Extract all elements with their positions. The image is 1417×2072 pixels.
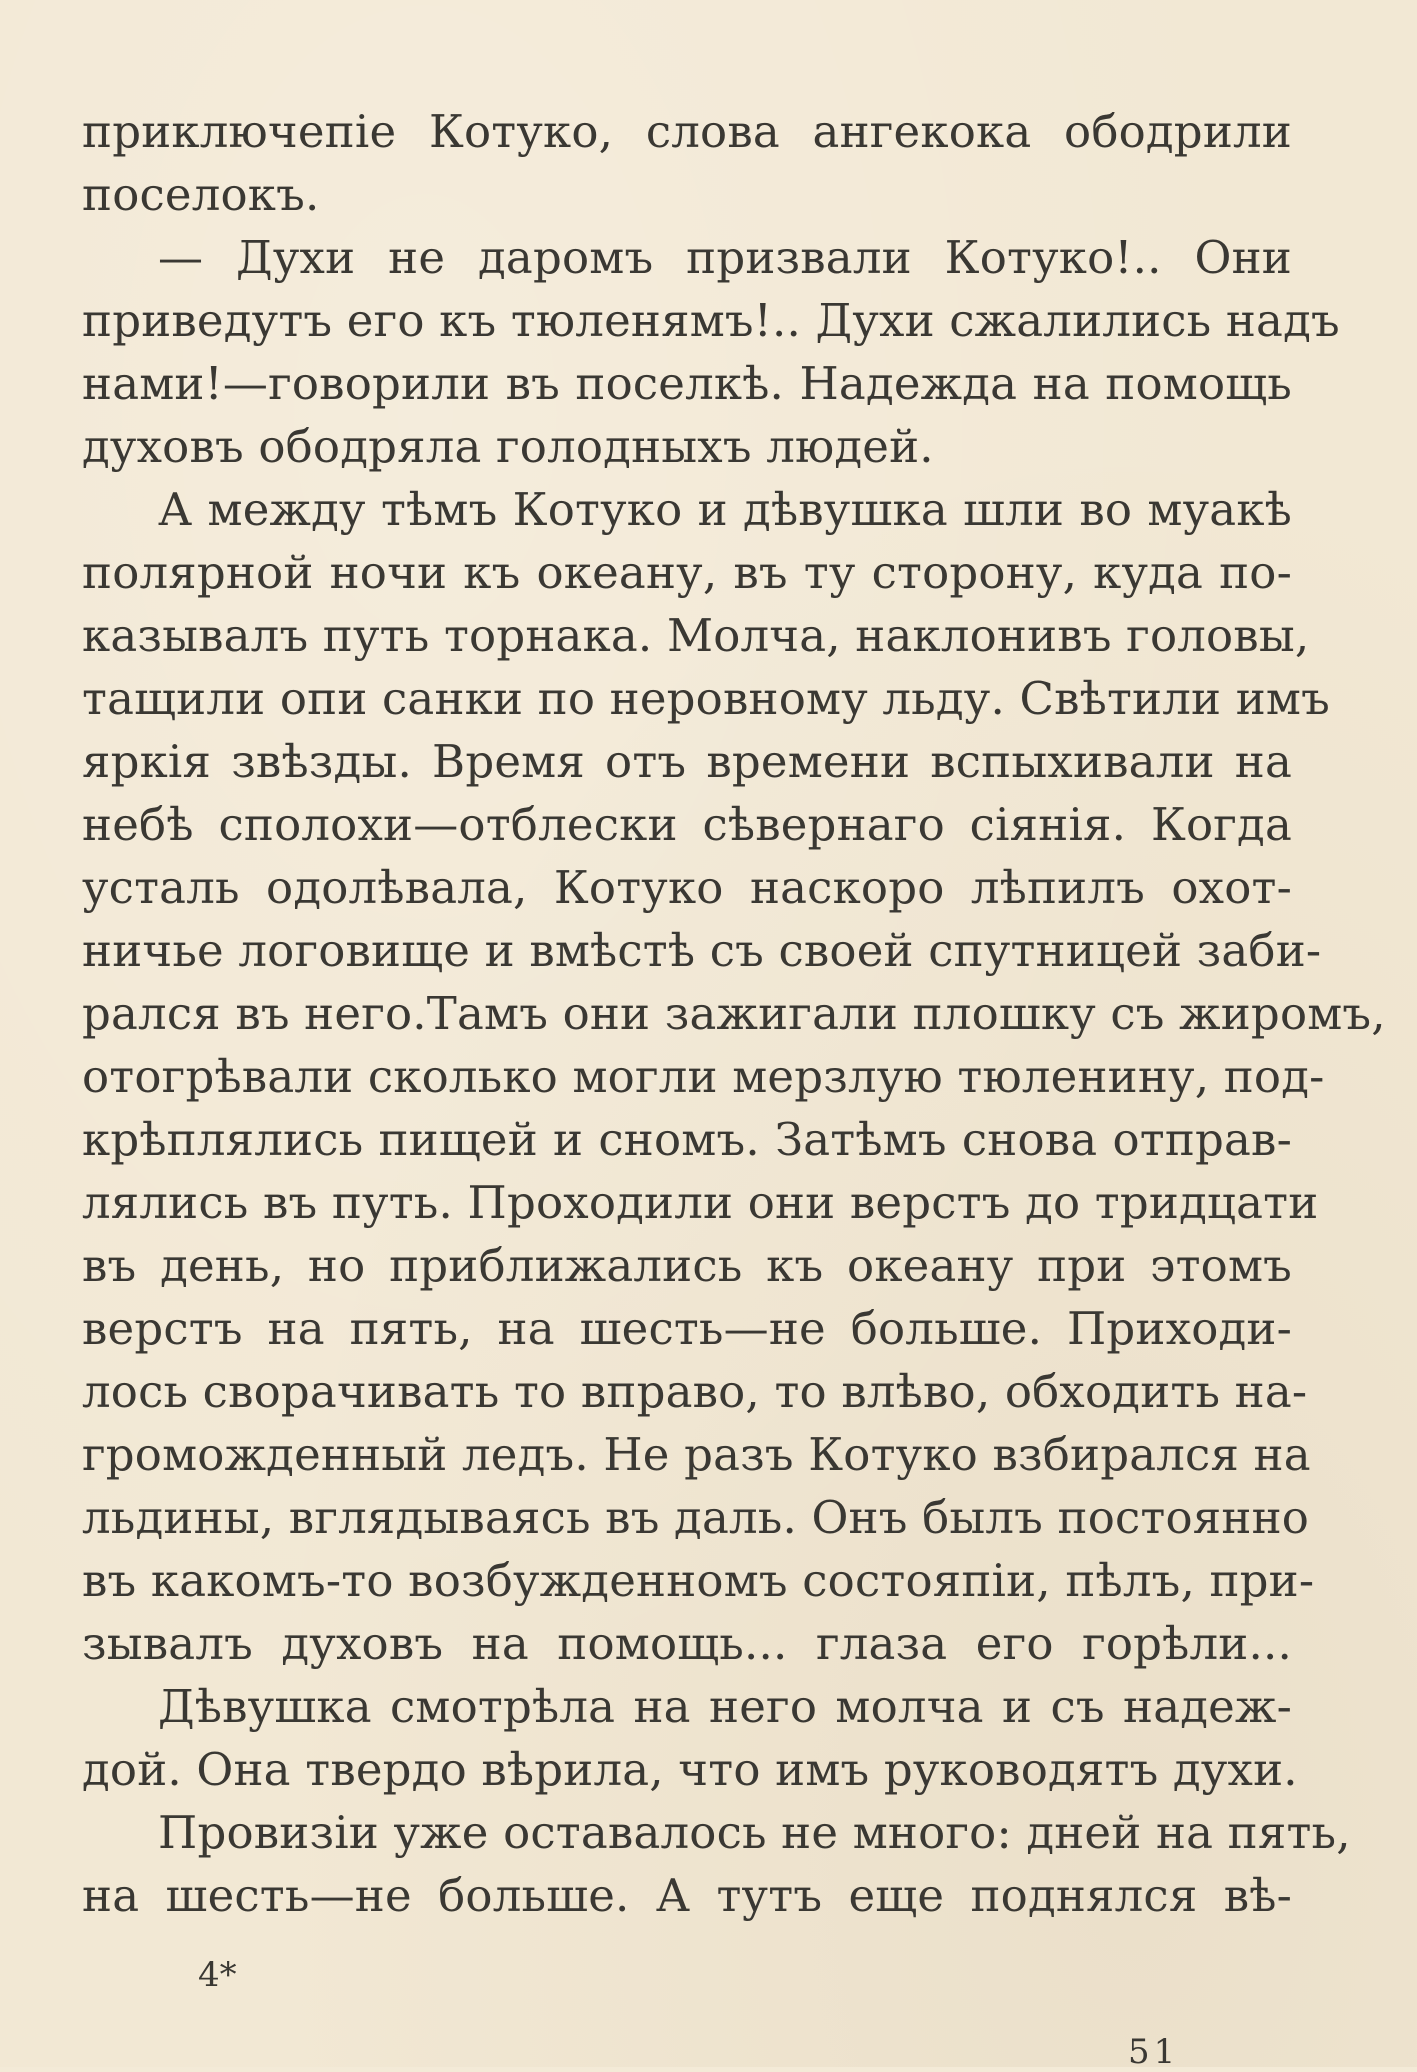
text-line: зывалъ духовъ на помощь... глаза его горѣли... [82, 1617, 1292, 1670]
text-line: ничье логовище и вмѣстѣ съ своей спутницей заби- [82, 924, 1322, 977]
signature-mark: 4* [198, 1955, 237, 1995]
text-line: отогрѣвали сколько могли мерзлую тюленину, под- [82, 1050, 1325, 1103]
text-line: нами!—говорили въ поселкѣ. Надежда на помощь [82, 357, 1292, 410]
text-line: дой. Она твердо вѣрила, что имъ руководятъ духи. [82, 1743, 1298, 1796]
body-text [82, 100, 1386, 1927]
text-line: приключепіе Котуко, слова ангекока ободрили [82, 105, 1292, 158]
text-line: тащили опи санки по неровному льду. Свѣтили имъ [82, 672, 1330, 725]
text-line: поселокъ. [82, 168, 320, 221]
text-line: казывалъ путь торнака. Молча, наклонивъ головы, [82, 609, 1310, 662]
text-line: полярной ночи къ океану, въ ту сторону, куда по- [82, 546, 1292, 599]
text-line: лось сворачивать то вправо, то влѣво, обходить на- [82, 1365, 1308, 1418]
text-line: громожденный ледъ. Не разъ Котуко взбирался на [82, 1428, 1311, 1481]
text-line: въ день, но приближались къ океану при этомъ [82, 1239, 1292, 1292]
page-number: 51 [1128, 2032, 1180, 2072]
text-line: на шесть—не больше. А тутъ еще поднялся вѣ- [82, 1869, 1292, 1922]
text-line: — Духи не даромъ призвали Котуко!.. Они [158, 231, 1292, 284]
text-line: въ какомъ-то возбужденномъ состояпіи, пѣлъ, при- [82, 1554, 1315, 1607]
text-line: Дѣвушка смотрѣла на него молча и съ надеж- [158, 1680, 1292, 1733]
text-line: приведутъ его къ тюленямъ!.. Духи сжалились надъ [82, 294, 1340, 347]
text-line: крѣплялись пищей и сномъ. Затѣмъ снова отправ- [82, 1113, 1292, 1166]
text-line: льдины, вглядываясь въ даль. Онъ былъ постоянно [82, 1491, 1310, 1544]
text-line: А между тѣмъ Котуко и дѣвушка шли во муакѣ [158, 483, 1292, 536]
text-line: лялись въ путь. Проходили они верстъ до тридцати [82, 1176, 1319, 1229]
text-line: яркія звѣзды. Время отъ времени вспыхивали на [82, 735, 1292, 788]
text-line: усталь одолѣвала, Котуко наскоро лѣпилъ охот- [82, 861, 1292, 914]
text-line: небѣ сполохи—отблески сѣвернаго сіянія. Когда [82, 798, 1292, 851]
text-line: духовъ ободряла голодныхъ людей. [82, 420, 934, 473]
text-line: верстъ на пять, на шесть—не больше. Приходи- [82, 1302, 1292, 1355]
text-line: Провизіи уже оставалось не много: дней на пять, [158, 1806, 1351, 1859]
text-line: рался въ него.Тамъ они зажигали плошку съ жиромъ, [82, 987, 1386, 1040]
